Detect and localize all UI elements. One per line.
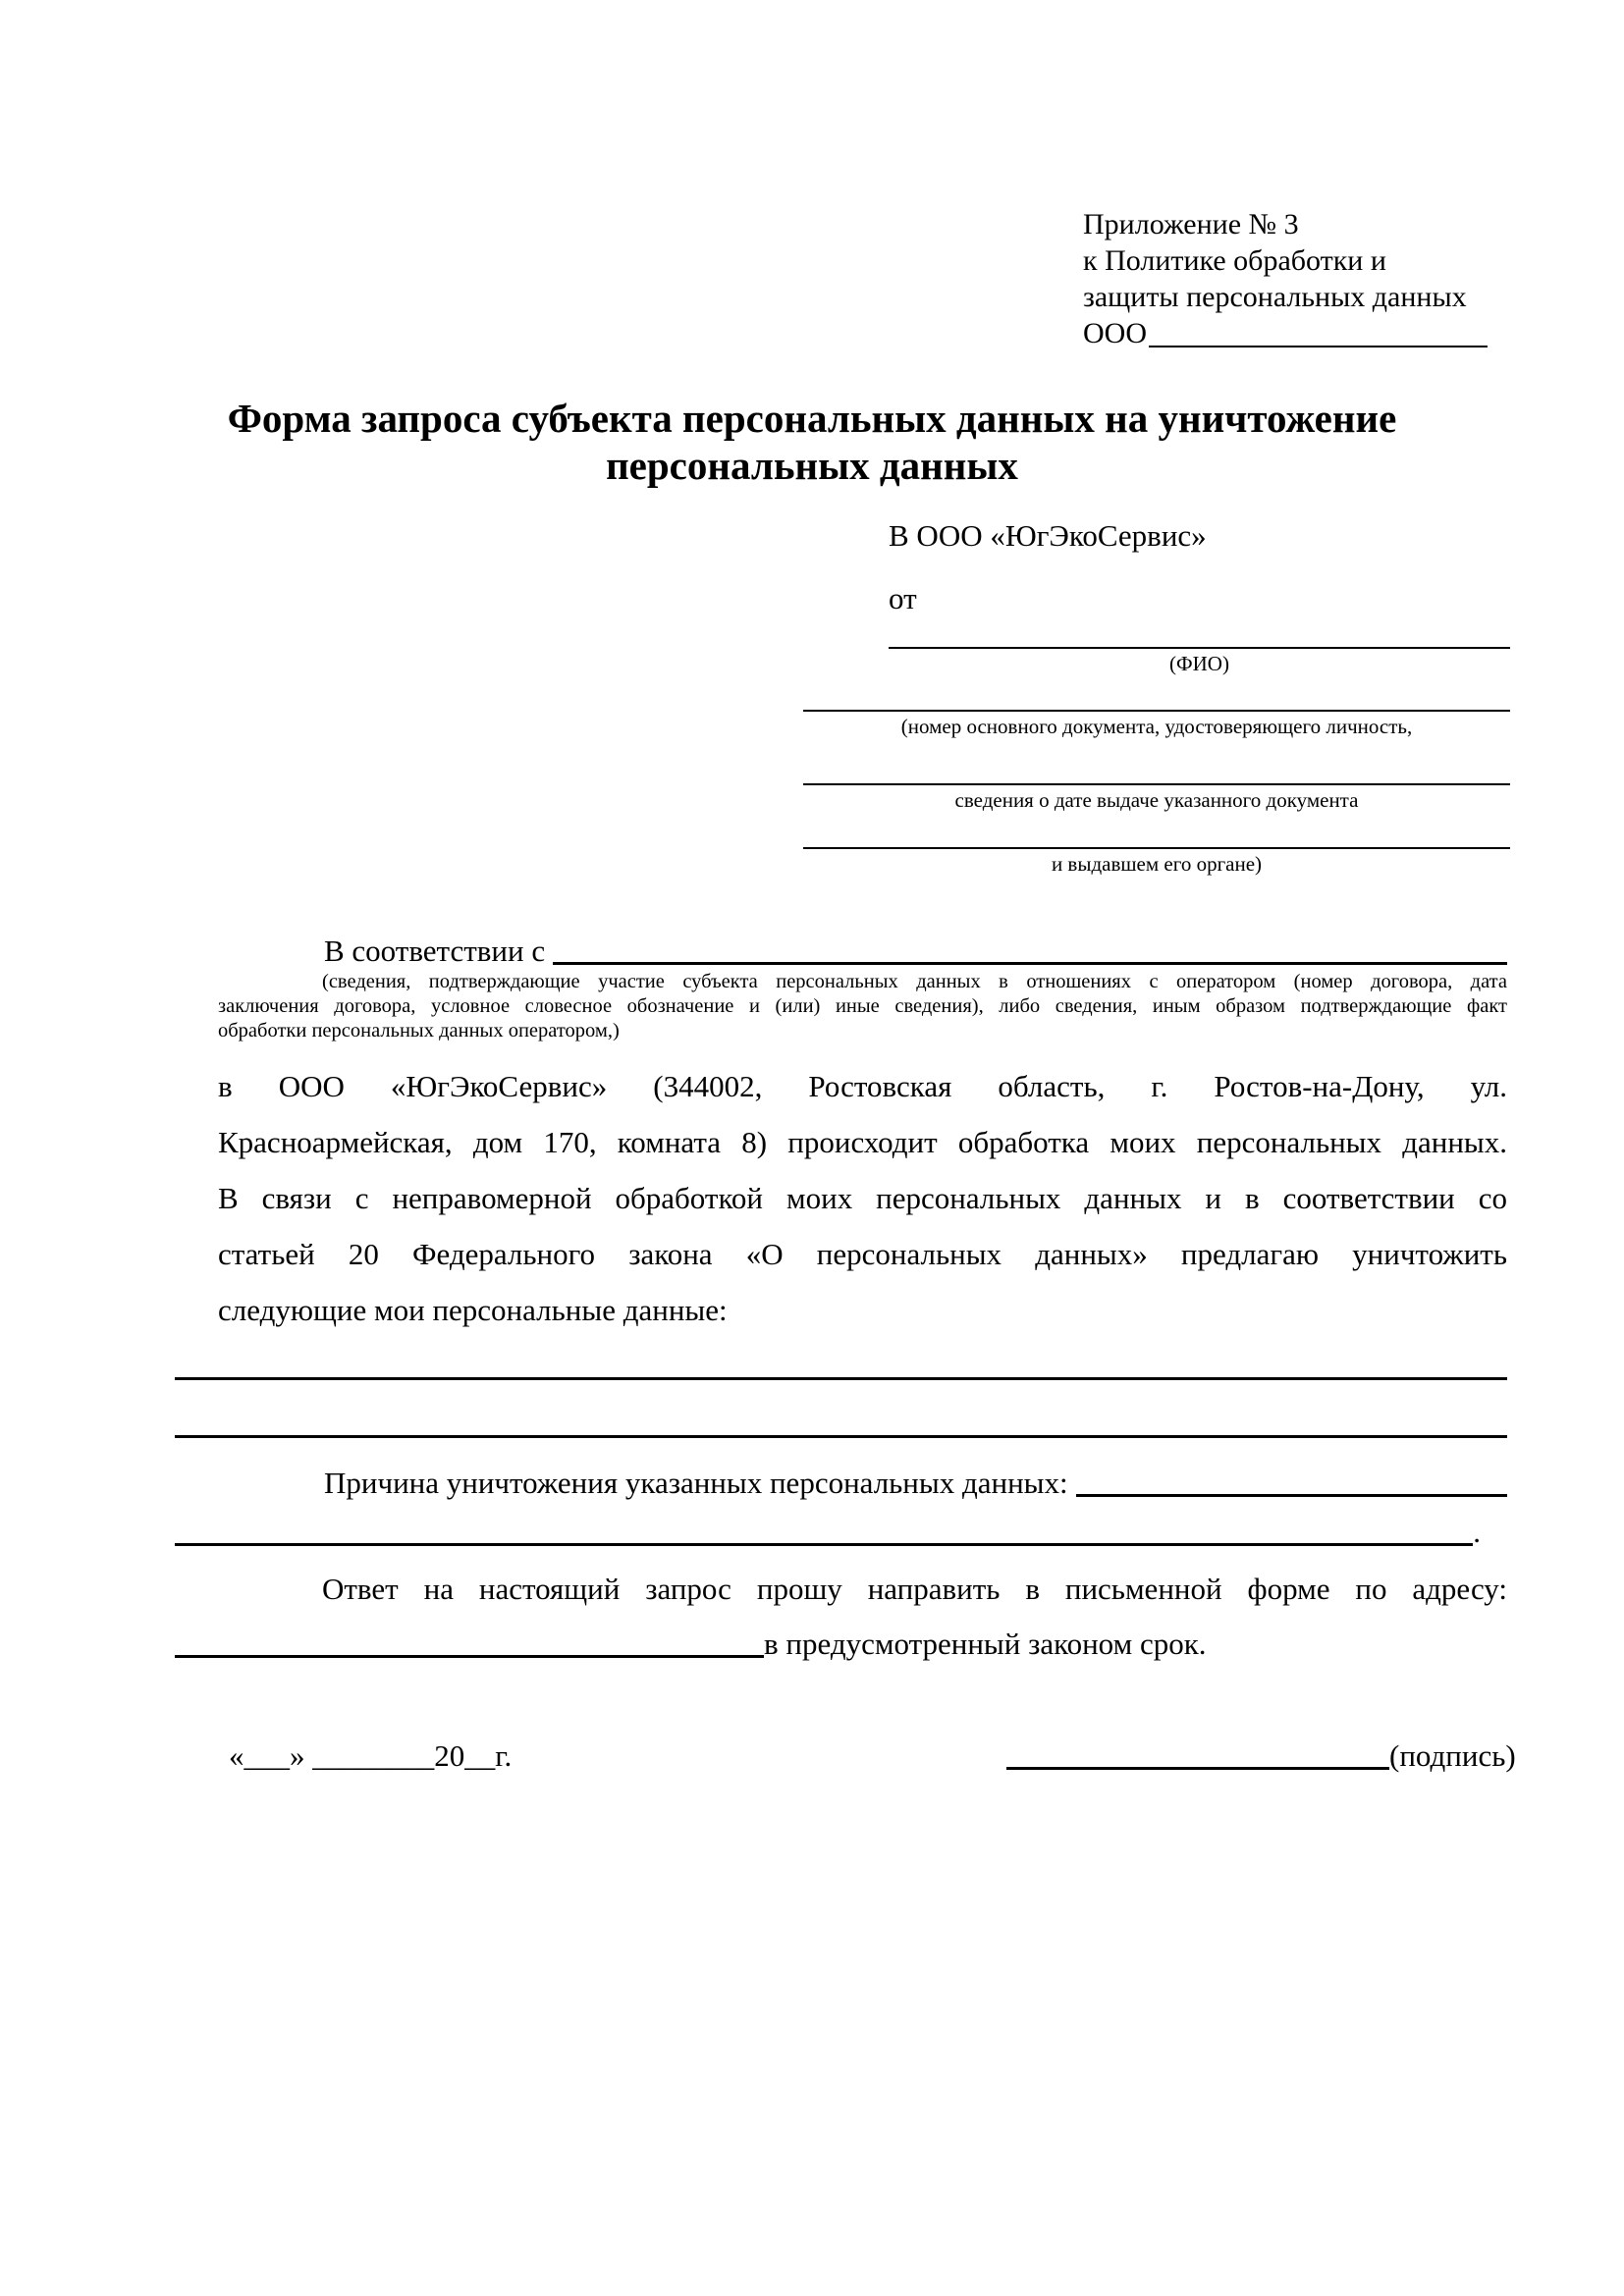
page-title-line-2: персональных данных bbox=[606, 443, 1018, 488]
page-title-line-1: Форма запроса субъекта персональных данных на уничтожение bbox=[227, 396, 1397, 441]
date-field[interactable]: «___» ________20__г. bbox=[229, 1738, 513, 1773]
reply-suffix: в предусмотренный законом срок. bbox=[764, 1627, 1207, 1661]
signature-caption: (подпись) bbox=[1389, 1738, 1516, 1773]
issue-date-caption: сведения о дате выдаче указанного документа bbox=[954, 788, 1359, 812]
fio-blank-line[interactable] bbox=[889, 618, 1510, 649]
reason-continuation-blank-line[interactable] bbox=[175, 1514, 1473, 1546]
issuing-authority-blank-line[interactable] bbox=[803, 819, 1510, 849]
address-blank-line[interactable] bbox=[175, 1626, 764, 1658]
body-line-1: в ООО «ЮгЭкоСервис» (344002, Ростовская область, г. Ростов-на-Дону, ул. bbox=[218, 1069, 1507, 1103]
addressee-company: В ООО «ЮгЭкоСервис» bbox=[889, 518, 1207, 553]
reason-blank-line[interactable] bbox=[1076, 1465, 1507, 1497]
legal-note-line-3: обработки персональных данных оператором,) bbox=[218, 1020, 620, 1041]
fio-caption: (ФИО) bbox=[1169, 652, 1229, 675]
appendix-header bbox=[1083, 206, 1488, 351]
page-title bbox=[118, 395, 1506, 489]
accordance-row bbox=[324, 933, 1507, 970]
issue-date-blank-line[interactable] bbox=[803, 755, 1510, 785]
body-line-2: Красноармейская, дом 170, комната 8) происходит обработка моих персональных данных. bbox=[218, 1125, 1507, 1159]
reply-address-row bbox=[175, 1626, 1207, 1663]
accordance-blank-line[interactable] bbox=[553, 933, 1507, 965]
signature-row bbox=[1006, 1737, 1516, 1775]
personal-data-blank-line-2[interactable] bbox=[175, 1435, 1507, 1438]
doc-number-blank-line[interactable] bbox=[803, 681, 1510, 712]
appendix-line-3: защиты персональных данных bbox=[1083, 281, 1467, 313]
reply-line: Ответ на настоящий запрос прошу направить в письменной форме по адресу: bbox=[322, 1572, 1507, 1606]
body-line-5: следующие мои персональные данные: bbox=[218, 1293, 728, 1327]
reason-row bbox=[324, 1465, 1507, 1502]
accordance-lead: В соответствии с bbox=[324, 934, 546, 968]
reason-label: Причина уничтожения указанных персональных данных: bbox=[324, 1466, 1068, 1500]
reason-continuation-row bbox=[175, 1514, 1481, 1551]
legal-note-line-2: заключения договора, условное словесное обозначение и (или) иные сведения), либо сведения, иным образом подтверждающие факт bbox=[218, 995, 1507, 1017]
from-label: от bbox=[889, 581, 917, 615]
ooo-label: ООО bbox=[1083, 317, 1147, 349]
ooo-blank-line[interactable] bbox=[1149, 346, 1488, 347]
legal-note bbox=[218, 970, 1507, 1043]
doc-number-caption: (номер основного документа, удостоверяющего личность, bbox=[900, 715, 1413, 738]
reason-period: . bbox=[1473, 1515, 1481, 1549]
legal-note-line-1: (сведения, подтверждающие участие субъекта персональных данных в отношениях с оператором (номер договора, дата bbox=[322, 971, 1507, 992]
body-line-4: статьей 20 Федерального закона «О персональных данных» предлагаю уничтожить bbox=[218, 1237, 1507, 1271]
personal-data-blank-line-1[interactable] bbox=[175, 1377, 1507, 1380]
issuing-authority-caption: и выдавшем его органе) bbox=[1051, 852, 1263, 876]
signature-blank-line[interactable] bbox=[1006, 1737, 1389, 1770]
body-paragraph bbox=[218, 1058, 1507, 1338]
appendix-line-2: к Политике обработки и bbox=[1083, 244, 1386, 277]
appendix-ooo-row bbox=[1083, 315, 1488, 351]
appendix-line-1: Приложение № 3 bbox=[1083, 208, 1299, 240]
body-line-3: В связи с неправомерной обработкой моих персональных данных и в соответствии со bbox=[218, 1181, 1507, 1215]
